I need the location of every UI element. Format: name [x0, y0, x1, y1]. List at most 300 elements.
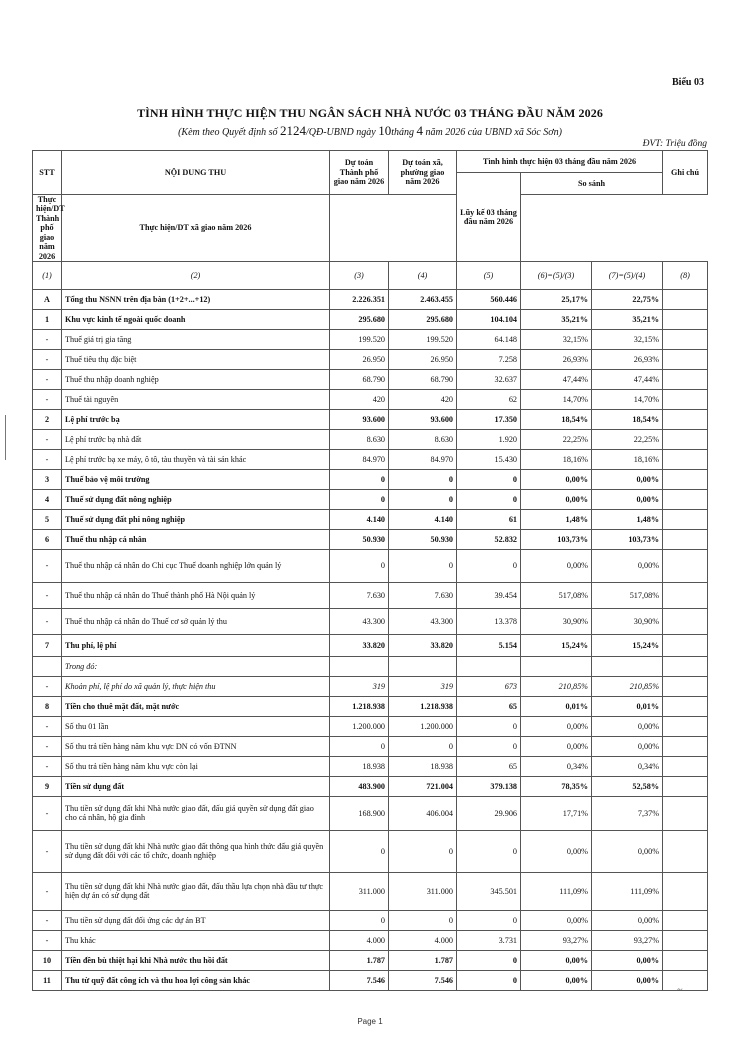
row-city-estimate: 1.200.000	[330, 716, 389, 736]
index-cell: (8)	[663, 261, 708, 289]
table-row	[33, 910, 708, 930]
header-stt: STT	[33, 151, 62, 195]
row-content: Lệ phí trước bạ nhà đất	[62, 429, 330, 449]
subtitle-month-word: tháng	[391, 127, 414, 138]
row-cmp-ward: 0,00%	[592, 970, 663, 990]
header-note: Ghi chú	[663, 151, 708, 195]
row-cmp-ward: 22,75%	[592, 289, 663, 309]
row-stt: 11	[33, 970, 62, 990]
table-row	[33, 469, 708, 489]
row-stt: 2	[33, 409, 62, 429]
row-cumulative: 0	[457, 910, 521, 930]
row-cmp-ward: 111,09%	[592, 872, 663, 910]
initials-mark: ~	[677, 985, 683, 996]
row-cmp-city: 0,00%	[521, 970, 592, 990]
table-row	[33, 656, 708, 676]
table-row	[33, 289, 708, 309]
table-row	[33, 872, 708, 910]
row-note	[663, 529, 708, 549]
row-ward-estimate: 7.546	[389, 970, 457, 990]
row-stt: 6	[33, 529, 62, 549]
row-cmp-ward	[592, 656, 663, 676]
row-cumulative: 0	[457, 489, 521, 509]
row-cmp-ward: 18,54%	[592, 409, 663, 429]
row-note	[663, 389, 708, 409]
row-city-estimate: 0	[330, 469, 389, 489]
row-cmp-ward: 210,85%	[592, 676, 663, 696]
row-content: Thuế sử dụng đất phi nông nghiệp	[62, 509, 330, 529]
row-note	[663, 910, 708, 930]
row-cmp-city: 0,01%	[521, 696, 592, 716]
row-cmp-city: 111,09%	[521, 872, 592, 910]
table-row	[33, 489, 708, 509]
row-stt: -	[33, 830, 62, 872]
subtitle-mid: /QĐ-UBND ngày	[306, 127, 376, 138]
row-city-estimate: 168.900	[330, 796, 389, 830]
row-city-estimate: 4.140	[330, 509, 389, 529]
row-cmp-ward: 0,00%	[592, 716, 663, 736]
row-stt: -	[33, 389, 62, 409]
row-cmp-ward: 517,08%	[592, 582, 663, 608]
row-content: Lệ phí trước bạ	[62, 409, 330, 429]
row-note	[663, 549, 708, 582]
row-cmp-city: 1,48%	[521, 509, 592, 529]
row-cumulative: 379.138	[457, 776, 521, 796]
row-cmp-city: 17,71%	[521, 796, 592, 830]
table-row	[33, 429, 708, 449]
row-cumulative: 0	[457, 736, 521, 756]
table-row	[33, 389, 708, 409]
row-cmp-city: 103,73%	[521, 529, 592, 549]
row-ward-estimate: 84.970	[389, 449, 457, 469]
row-note	[663, 369, 708, 389]
row-ward-estimate	[389, 656, 457, 676]
report-title: TÌNH HÌNH THỰC HIỆN THU NGÂN SÁCH NHÀ NƯỚC 03 THÁNG ĐẦU NĂM 2026	[137, 106, 603, 120]
row-cumulative: 345.501	[457, 872, 521, 910]
row-cmp-city	[521, 656, 592, 676]
row-city-estimate: 0	[330, 549, 389, 582]
row-cmp-city: 14,70%	[521, 389, 592, 409]
header-compare: So sánh	[521, 173, 663, 195]
row-ward-estimate: 7.630	[389, 582, 457, 608]
row-note	[663, 970, 708, 990]
header-cmp-ward: Thực hiện/DT xã giao năm 2026	[62, 195, 330, 262]
row-content: Thuế thu nhập cá nhân do Thuế cơ sở quản lý thu	[62, 608, 330, 634]
table-row	[33, 529, 708, 549]
header-cumulative: Lũy kế 03 tháng đầu năm 2026	[457, 173, 521, 262]
row-ward-estimate: 420	[389, 389, 457, 409]
row-cumulative: 17.350	[457, 409, 521, 429]
row-cumulative: 65	[457, 756, 521, 776]
row-cmp-ward: 1,48%	[592, 509, 663, 529]
row-cmp-city: 93,27%	[521, 930, 592, 950]
row-city-estimate: 33.820	[330, 634, 389, 656]
row-ward-estimate: 1.200.000	[389, 716, 457, 736]
row-content: Thuế giá trị gia tăng	[62, 329, 330, 349]
table-row	[33, 970, 708, 990]
row-note	[663, 716, 708, 736]
row-content: Thuế tài nguyên	[62, 389, 330, 409]
row-cumulative: 7.258	[457, 349, 521, 369]
row-cmp-ward: 103,73%	[592, 529, 663, 549]
row-cmp-city: 0,34%	[521, 756, 592, 776]
row-content: Thu tiền sử dụng đất khi Nhà nước giao đất, đấu thầu lựa chọn nhà đầu tư thực hiện dự án có sử dụng đất	[62, 872, 330, 910]
table-row	[33, 930, 708, 950]
row-ward-estimate: 311.000	[389, 872, 457, 910]
row-stt: -	[33, 716, 62, 736]
table-row	[33, 449, 708, 469]
row-stt: -	[33, 429, 62, 449]
row-cumulative: 104.104	[457, 309, 521, 329]
row-cmp-ward: 35,21%	[592, 309, 663, 329]
row-note	[663, 950, 708, 970]
row-ward-estimate: 33.820	[389, 634, 457, 656]
row-ward-estimate: 406.004	[389, 796, 457, 830]
row-ward-estimate: 2.463.455	[389, 289, 457, 309]
row-content: Lệ phí trước bạ xe máy, ô tô, tàu thuyền và tài sản khác	[62, 449, 330, 469]
header-ward-estimate: Dự toán xã, phường giao năm 2026	[389, 151, 457, 195]
table-row	[33, 756, 708, 776]
page-number: Page 1	[357, 1017, 383, 1026]
row-cmp-ward: 26,93%	[592, 349, 663, 369]
row-content: Thu từ quỹ đất công ích và thu hoa lợi công sản khác	[62, 970, 330, 990]
row-note	[663, 309, 708, 329]
scan-edge-mark	[5, 415, 6, 460]
row-stt: -	[33, 756, 62, 776]
row-cmp-ward: 0,00%	[592, 830, 663, 872]
row-note	[663, 796, 708, 830]
row-ward-estimate: 295.680	[389, 309, 457, 329]
table-row	[33, 676, 708, 696]
row-city-estimate: 0	[330, 736, 389, 756]
row-cmp-city: 25,17%	[521, 289, 592, 309]
row-cumulative: 29.906	[457, 796, 521, 830]
row-cmp-ward: 18,16%	[592, 449, 663, 469]
subtitle-suffix: năm 2026 của UBND xã Sóc Sơn)	[425, 127, 562, 138]
row-note	[663, 449, 708, 469]
decision-month: 4	[416, 123, 423, 138]
row-cmp-ward: 30,90%	[592, 608, 663, 634]
row-content: Thuế thu nhập cá nhân do Thuế thành phố Hà Nội quản lý	[62, 582, 330, 608]
row-content: Số thu trả tiền hàng năm khu vực còn lại	[62, 756, 330, 776]
row-city-estimate: 26.950	[330, 349, 389, 369]
row-note	[663, 509, 708, 529]
row-note	[663, 489, 708, 509]
unit-label: ĐVT: Triệu đồng	[642, 139, 707, 149]
row-cmp-ward: 0,01%	[592, 696, 663, 716]
row-stt: -	[33, 796, 62, 830]
row-cmp-city: 35,21%	[521, 309, 592, 329]
row-city-estimate: 8.630	[330, 429, 389, 449]
row-note	[663, 634, 708, 656]
row-ward-estimate: 721.004	[389, 776, 457, 796]
row-stt: -	[33, 349, 62, 369]
row-content: Thu tiền sử dụng đất đối ứng các dự án BT	[62, 910, 330, 930]
row-note	[663, 830, 708, 872]
row-city-estimate: 0	[330, 910, 389, 930]
index-cell: (7)=(5)/(4)	[592, 261, 663, 289]
row-cmp-ward: 47,44%	[592, 369, 663, 389]
decision-number: 2124	[280, 123, 306, 138]
index-cell: (1)	[33, 261, 62, 289]
row-cmp-ward: 15,24%	[592, 634, 663, 656]
index-cell: (5)	[457, 261, 521, 289]
row-note	[663, 736, 708, 756]
table-row	[33, 608, 708, 634]
table-row	[33, 696, 708, 716]
row-stt: A	[33, 289, 62, 309]
row-cmp-city: 0,00%	[521, 830, 592, 872]
row-cumulative: 560.446	[457, 289, 521, 309]
row-stt: -	[33, 930, 62, 950]
row-ward-estimate: 1.787	[389, 950, 457, 970]
row-cmp-city: 0,00%	[521, 549, 592, 582]
row-note	[663, 469, 708, 489]
row-cumulative	[457, 656, 521, 676]
row-city-estimate: 68.790	[330, 369, 389, 389]
row-cmp-ward: 93,27%	[592, 930, 663, 950]
row-cumulative: 15.430	[457, 449, 521, 469]
row-content: Tổng thu NSNN trên địa bàn (1+2+...+12)	[62, 289, 330, 309]
index-cell: (6)=(5)/(3)	[521, 261, 592, 289]
table-row	[33, 716, 708, 736]
row-city-estimate: 199.520	[330, 329, 389, 349]
index-cell: (3)	[330, 261, 389, 289]
row-cmp-ward: 0,00%	[592, 910, 663, 930]
row-city-estimate: 295.680	[330, 309, 389, 329]
row-city-estimate	[330, 656, 389, 676]
row-city-estimate: 483.900	[330, 776, 389, 796]
row-content: Số thu trả tiền hàng năm khu vực DN có vốn ĐTNN	[62, 736, 330, 756]
row-city-estimate: 420	[330, 389, 389, 409]
row-ward-estimate: 68.790	[389, 369, 457, 389]
row-stt: -	[33, 872, 62, 910]
row-content: Tiền cho thuê mặt đất, mặt nước	[62, 696, 330, 716]
row-cmp-city: 22,25%	[521, 429, 592, 449]
row-cmp-city: 210,85%	[521, 676, 592, 696]
row-cmp-city: 47,44%	[521, 369, 592, 389]
row-city-estimate: 311.000	[330, 872, 389, 910]
header-city-estimate: Dự toán Thành phố giao năm 2026	[330, 151, 389, 195]
row-city-estimate: 4.000	[330, 930, 389, 950]
row-ward-estimate: 0	[389, 736, 457, 756]
index-cell: (4)	[389, 261, 457, 289]
row-note	[663, 872, 708, 910]
row-cumulative: 32.637	[457, 369, 521, 389]
row-cmp-ward: 0,00%	[592, 736, 663, 756]
row-cmp-city: 30,90%	[521, 608, 592, 634]
row-cumulative: 64.148	[457, 329, 521, 349]
row-cumulative: 3.731	[457, 930, 521, 950]
row-city-estimate: 43.300	[330, 608, 389, 634]
table-row	[33, 950, 708, 970]
header-cmp-city: Thực hiện/DT Thành phố giao năm 2026	[33, 195, 62, 262]
row-cumulative: 0	[457, 970, 521, 990]
row-cumulative: 0	[457, 469, 521, 489]
row-cumulative: 673	[457, 676, 521, 696]
row-cmp-ward: 32,15%	[592, 329, 663, 349]
row-stt: -	[33, 736, 62, 756]
row-stt: -	[33, 449, 62, 469]
row-cmp-city: 0,00%	[521, 716, 592, 736]
row-ward-estimate: 319	[389, 676, 457, 696]
table-row	[33, 830, 708, 872]
row-city-estimate: 18.938	[330, 756, 389, 776]
row-cmp-ward: 0,34%	[592, 756, 663, 776]
row-content: Thu tiền sử dụng đất khi Nhà nước giao đất thông qua hình thức đấu giá quyền sử dụng đất đối với các tổ chức, doanh nghiệp	[62, 830, 330, 872]
row-cmp-ward: 22,25%	[592, 429, 663, 449]
row-content: Khoản phí, lệ phí do xã quản lý, thực hiện thu	[62, 676, 330, 696]
row-content: Thu tiền sử dụng đất khi Nhà nước giao đất, đấu giá quyền sử dụng đất giao cho cá nhân, hộ gia đình	[62, 796, 330, 830]
row-content: Thuế bảo vệ môi trường	[62, 469, 330, 489]
table-row	[33, 369, 708, 389]
row-content: Thuế thu nhập cá nhân	[62, 529, 330, 549]
row-stt: 4	[33, 489, 62, 509]
row-ward-estimate: 0	[389, 549, 457, 582]
row-ward-estimate: 4.140	[389, 509, 457, 529]
row-ward-estimate: 18.938	[389, 756, 457, 776]
row-ward-estimate: 0	[389, 910, 457, 930]
row-stt	[33, 656, 62, 676]
row-ward-estimate: 50.930	[389, 529, 457, 549]
row-city-estimate: 2.226.351	[330, 289, 389, 309]
row-stt: 7	[33, 634, 62, 656]
row-ward-estimate: 1.218.938	[389, 696, 457, 716]
row-content: Khu vực kinh tế ngoài quốc doanh	[62, 309, 330, 329]
row-stt: 3	[33, 469, 62, 489]
index-cell: (2)	[62, 261, 330, 289]
form-number: Biểu 03	[672, 77, 704, 88]
row-cmp-city: 0,00%	[521, 489, 592, 509]
row-note	[663, 289, 708, 309]
row-note	[663, 409, 708, 429]
row-stt: 9	[33, 776, 62, 796]
row-stt: 8	[33, 696, 62, 716]
row-cmp-city: 32,15%	[521, 329, 592, 349]
row-cmp-city: 78,35%	[521, 776, 592, 796]
row-ward-estimate: 0	[389, 489, 457, 509]
row-note	[663, 776, 708, 796]
row-cumulative: 0	[457, 716, 521, 736]
row-note	[663, 429, 708, 449]
row-note	[663, 696, 708, 716]
table-body	[33, 261, 708, 990]
table-row	[33, 549, 708, 582]
table-row	[33, 509, 708, 529]
budget-table	[32, 150, 708, 991]
row-city-estimate: 1.787	[330, 950, 389, 970]
row-city-estimate: 0	[330, 830, 389, 872]
row-city-estimate: 93.600	[330, 409, 389, 429]
table-row	[33, 349, 708, 369]
table-row	[33, 582, 708, 608]
row-cmp-ward: 0,00%	[592, 489, 663, 509]
row-content: Thu khác	[62, 930, 330, 950]
row-content: Tiền sử dụng đất	[62, 776, 330, 796]
row-stt: -	[33, 549, 62, 582]
row-ward-estimate: 0	[389, 830, 457, 872]
row-content: Thuế thu nhập doanh nghiệp	[62, 369, 330, 389]
row-cumulative: 39.454	[457, 582, 521, 608]
row-cmp-ward: 14,70%	[592, 389, 663, 409]
row-city-estimate: 7.630	[330, 582, 389, 608]
row-cumulative: 52.832	[457, 529, 521, 549]
row-ward-estimate: 43.300	[389, 608, 457, 634]
row-content: Thu phí, lệ phí	[62, 634, 330, 656]
row-ward-estimate: 26.950	[389, 349, 457, 369]
row-note	[663, 930, 708, 950]
row-ward-estimate: 0	[389, 469, 457, 489]
row-city-estimate: 84.970	[330, 449, 389, 469]
row-city-estimate: 50.930	[330, 529, 389, 549]
row-cumulative: 5.154	[457, 634, 521, 656]
row-cumulative: 61	[457, 509, 521, 529]
row-cumulative: 13.378	[457, 608, 521, 634]
row-content: Số thu 01 lần	[62, 716, 330, 736]
subtitle-prefix: (Kèm theo Quyết định số	[178, 127, 278, 138]
table-row	[33, 634, 708, 656]
row-cmp-city: 18,54%	[521, 409, 592, 429]
row-cumulative: 62	[457, 389, 521, 409]
row-note	[663, 608, 708, 634]
row-content: Tiền đền bù thiệt hại khi Nhà nước thu hồi đất	[62, 950, 330, 970]
row-city-estimate: 319	[330, 676, 389, 696]
row-note	[663, 656, 708, 676]
row-city-estimate: 7.546	[330, 970, 389, 990]
row-cmp-city: 517,08%	[521, 582, 592, 608]
row-note	[663, 329, 708, 349]
row-ward-estimate: 199.520	[389, 329, 457, 349]
row-note	[663, 756, 708, 776]
row-stt: 1	[33, 309, 62, 329]
row-content: Thuế sử dụng đất nông nghiệp	[62, 489, 330, 509]
row-cumulative: 0	[457, 950, 521, 970]
row-cmp-city: 0,00%	[521, 950, 592, 970]
row-ward-estimate: 93.600	[389, 409, 457, 429]
row-content: Trong đó:	[62, 656, 330, 676]
table-row	[33, 409, 708, 429]
row-stt: -	[33, 910, 62, 930]
row-content: Thuế tiêu thụ đặc biệt	[62, 349, 330, 369]
row-cmp-ward: 7,37%	[592, 796, 663, 830]
row-city-estimate: 1.218.938	[330, 696, 389, 716]
row-cmp-city: 0,00%	[521, 736, 592, 756]
row-city-estimate: 0	[330, 489, 389, 509]
row-cmp-ward: 0,00%	[592, 549, 663, 582]
row-note	[663, 676, 708, 696]
row-cmp-ward: 0,00%	[592, 469, 663, 489]
row-cmp-ward: 52,58%	[592, 776, 663, 796]
row-stt: 10	[33, 950, 62, 970]
row-cmp-city: 0,00%	[521, 910, 592, 930]
row-content: Thuế thu nhập cá nhân do Chi cục Thuế doanh nghiệp lớn quản lý	[62, 549, 330, 582]
table-row	[33, 309, 708, 329]
row-stt: -	[33, 608, 62, 634]
row-stt: -	[33, 582, 62, 608]
row-cumulative: 0	[457, 549, 521, 582]
report-subtitle	[0, 123, 740, 139]
row-cmp-ward: 0,00%	[592, 950, 663, 970]
row-stt: 5	[33, 509, 62, 529]
row-cmp-city: 0,00%	[521, 469, 592, 489]
row-cumulative: 65	[457, 696, 521, 716]
header-content: NỘI DUNG THU	[62, 151, 330, 195]
decision-day: 10	[378, 123, 392, 138]
table-row	[33, 736, 708, 756]
table-row	[33, 329, 708, 349]
row-cmp-city: 15,24%	[521, 634, 592, 656]
row-stt: -	[33, 369, 62, 389]
